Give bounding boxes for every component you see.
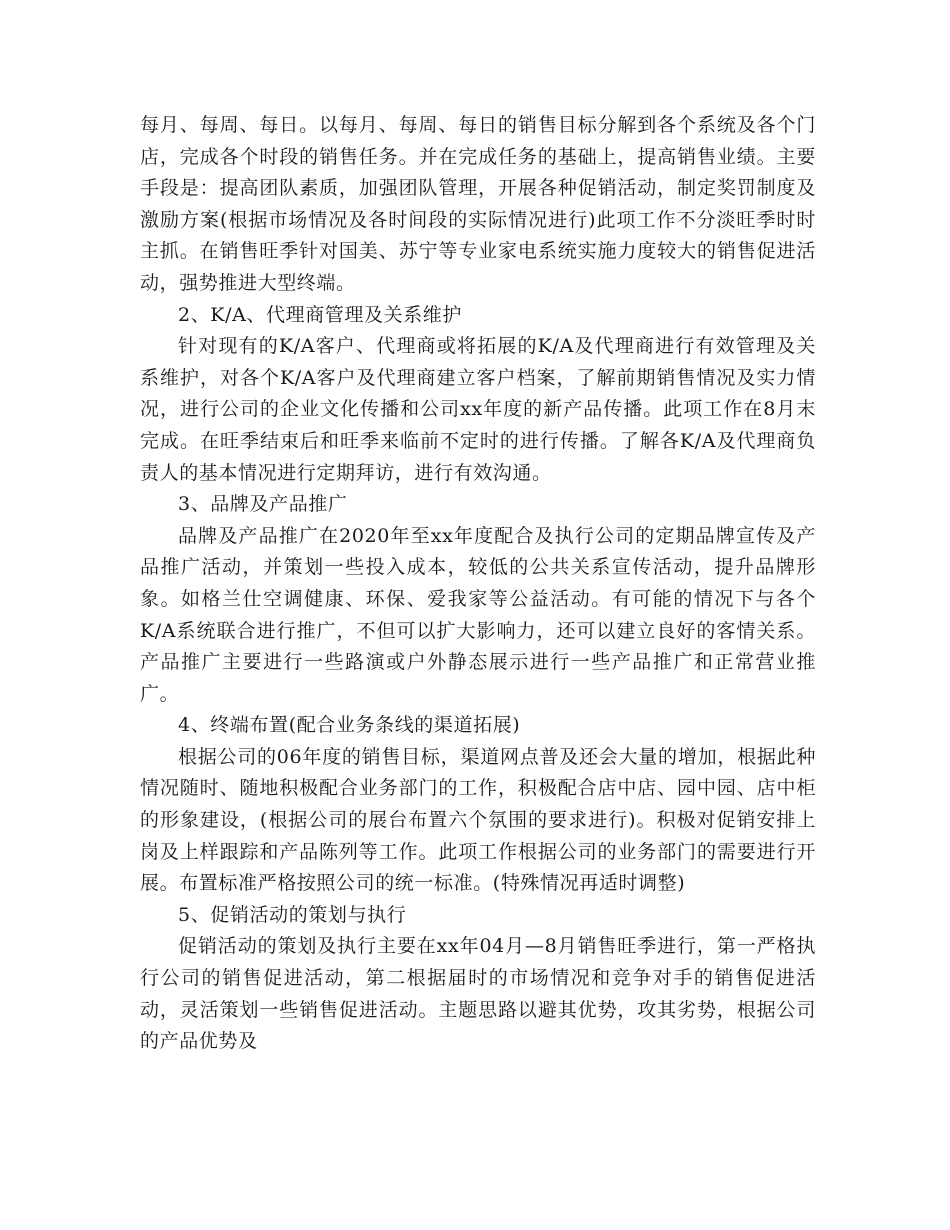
section-heading-brand-promotion: 3、品牌及产品推广 xyxy=(178,493,348,516)
paragraph-promotion-planning: 促销活动的策划及执行主要在xx年04月—8月销售旺季进行，第一严格执行公司的销售促进活动，第二根据届时的市场情况和竞争对手的销售促进活动，灵活策划一些销售促进活动。主题思路以避其优势，攻其劣势，根据公司的产品优势及 xyxy=(140,935,816,1053)
paragraph-terminal-layout: 根据公司的06年度的销售目标，渠道网点普及还会大量的增加，根据此种情况随时、随地积极配合业务部门的工作，积极配合店中店、园中园、店中柜的形象建设，(根据公司的展台布置六个氛围的要求进行)。积极对促销安排上岗及上样跟踪和产品陈列等工作。此项工作根据公司的业务部门的需要进行开展。布置标准严格按照公司的统一标准。(特殊情况再适时调整) xyxy=(140,745,816,895)
section-heading-ka-agent-management: 2、K/A、代理商管理及关系维护 xyxy=(178,303,463,326)
document-page xyxy=(140,110,816,1058)
paragraph-ka-agent-management: 针对现有的K/A客户、代理商或将拓展的K/A及代理商进行有效管理及关系维护，对各个K/A客户及代理商建立客户档案，了解前期销售情况及实力情况，进行公司的企业文化传播和公司xx年度的新产品传播。此项工作在8月末完成。在旺季结束后和旺季来临前不定时的进行传播。了解各K/A及代理商负责人的基本情况进行定期拜访，进行有效沟通。 xyxy=(140,335,816,484)
paragraph-brand-promotion: 品牌及产品推广在2020年至xx年度配合及执行公司的定期品牌宣传及产品推广活动，并策划一些投入成本，较低的公共关系宣传活动，提升品牌形象。如格兰仕空调健康、环保、爱我家等公益活动。有可能的情况下与各个K/A系统联合进行推广，不但可以扩大影响力，还可以建立良好的客情关系。产品推广主要进行一些路演或户外静态展示进行一些产品推广和正常营业推广。 xyxy=(140,524,816,705)
paragraph-sales-targets: 每月、每周、每日。以每月、每周、每日的销售目标分解到各个系统及各个门店，完成各个时段的销售任务。并在完成任务的基础上，提高销售业绩。主要手段是：提高团队素质，加强团队管理，开展各种促销活动，制定奖罚制度及激励方案(根据市场情况及各时间段的实际情况进行)此项工作不分淡旺季时时主抓。在销售旺季针对国美、苏宁等专业家电系统实施力度较大的销售促进活动，强势推进大型终端。 xyxy=(140,114,816,294)
section-heading-terminal-layout: 4、终端布置(配合业务条线的渠道拓展) xyxy=(178,714,521,737)
section-heading-promotion-planning: 5、促销活动的策划与执行 xyxy=(178,903,407,926)
